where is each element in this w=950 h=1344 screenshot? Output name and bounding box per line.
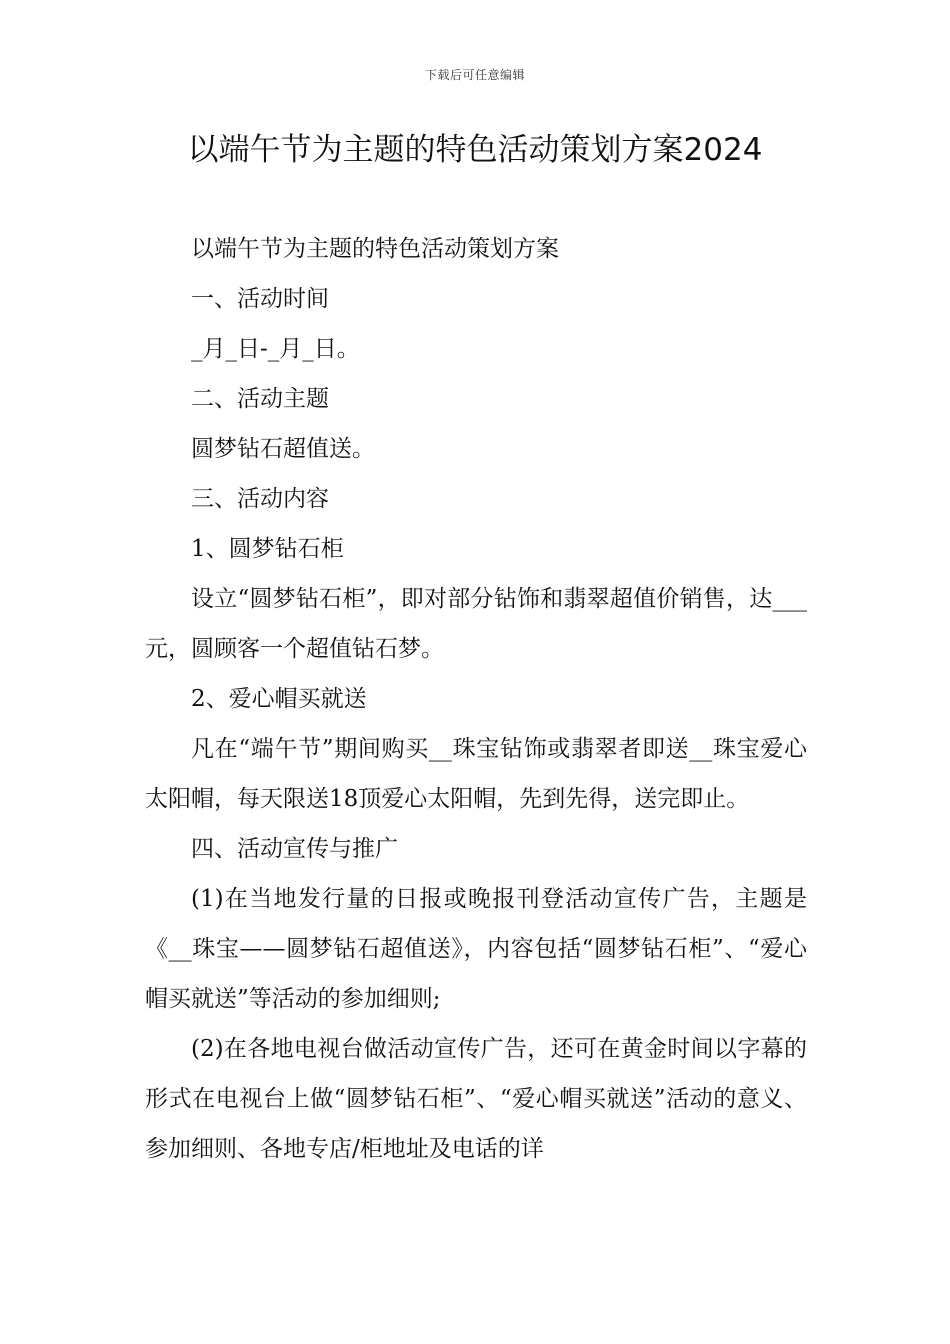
section-heading-content: 三、活动内容	[191, 486, 329, 512]
subheading-love-hat: 2、爱心帽买就送	[191, 686, 367, 712]
header-note: 下载后可任意编辑	[424, 68, 525, 82]
theme-paragraph: 圆梦钻石超值送。	[191, 436, 375, 462]
subtitle-paragraph: 以端午节为主题的特色活动策划方案	[191, 236, 559, 262]
promotion-tv-paragraph: (2)在各地电视台做活动宣传广告，还可在黄金时间以字幕的形式在电视台上做“圆梦钻石柜”、“爱心帽买就送”活动的意义、参加细则、各地专店/柜地址及电话的详	[145, 1036, 807, 1162]
document-body	[145, 224, 807, 1174]
section-heading-time: 一、活动时间	[191, 286, 329, 312]
section-heading-promotion: 四、活动宣传与推广	[191, 836, 398, 862]
diamond-cabinet-paragraph: 设立“圆梦钻石柜”，即对部分钻饰和翡翠超值价销售，达___元，圆顾客一个超值钻石梦。	[145, 586, 807, 662]
section-heading-theme: 二、活动主题	[191, 386, 329, 412]
love-hat-paragraph: 凡在“端午节”期间购买__珠宝钻饰或翡翠者即送__珠宝爱心太阳帽，每天限送18顶爱心太阳帽，先到先得，送完即止。	[145, 736, 807, 812]
document-title: 以端午节为主题的特色活动策划方案2024	[187, 132, 763, 168]
subheading-diamond-cabinet: 1、圆梦钻石柜	[191, 536, 344, 562]
promotion-newspaper-paragraph: (1)在当地发行量的日报或晚报刊登活动宣传广告，主题是《__珠宝——圆梦钻石超值送》，内容包括“圆梦钻石柜”、“爱心帽买就送”等活动的参加细则;	[145, 886, 807, 1012]
date-range-paragraph: _月_日-_月_日。	[191, 336, 360, 362]
